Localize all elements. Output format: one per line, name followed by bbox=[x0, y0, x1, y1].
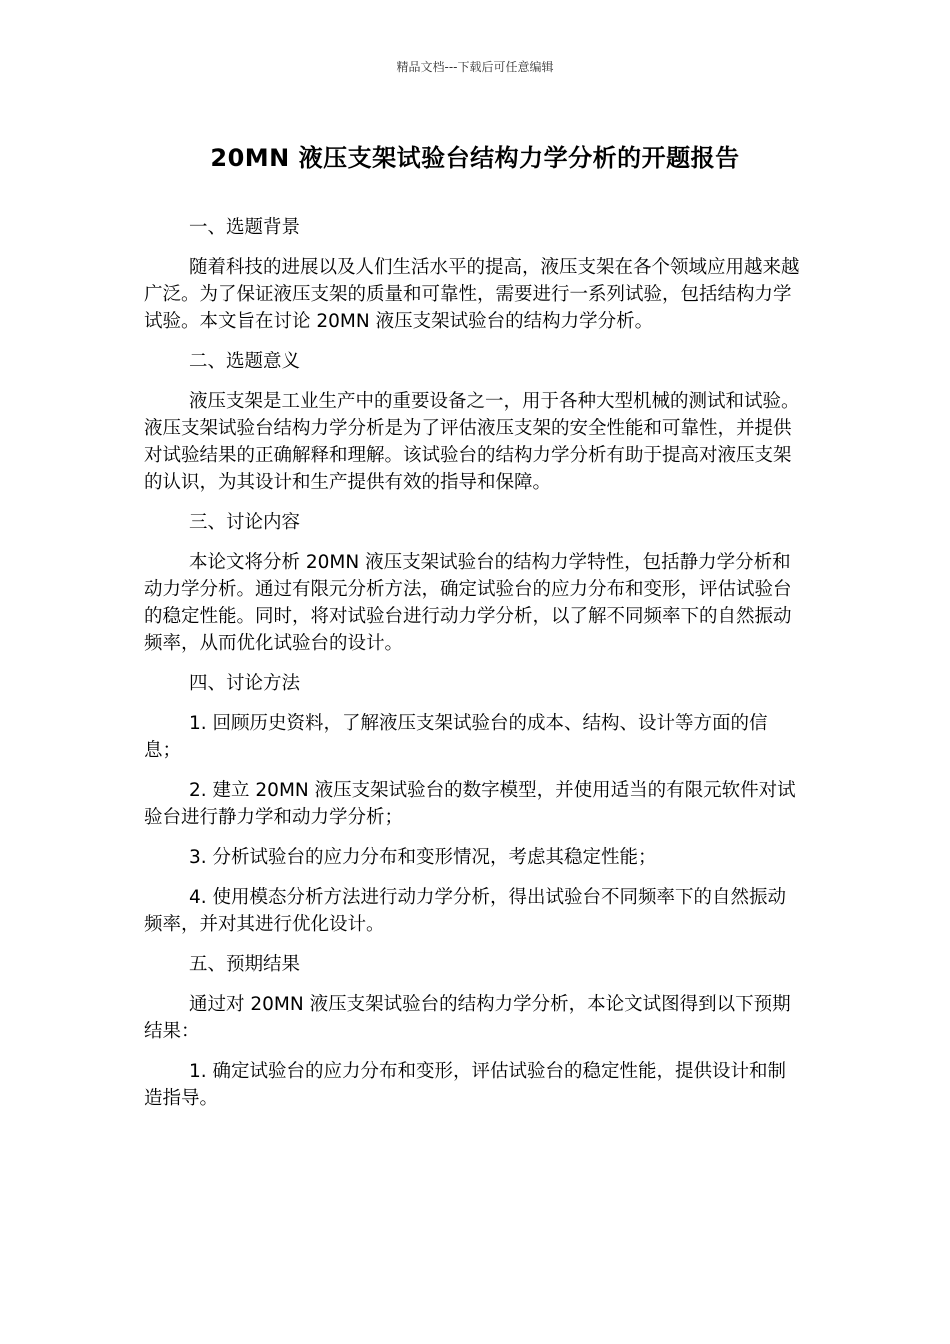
section-heading-background: 一、选题背景 bbox=[189, 217, 301, 238]
result-item-1: 1. 确定试验台的应力分布和变形，评估试验台的稳定性能，提供设计和制造指导。 bbox=[144, 1061, 787, 1109]
document-body bbox=[144, 214, 804, 1125]
paragraph-significance: 液压支架是工业生产中的重要设备之一，用于各种大型机械的测试和试验。液压支架试验台结构力学分析是为了评估液压支架的安全性能和可靠性，并提供对试验结果的正确解释和理解。该试验台的结构力学分析有助于提高对液压支架的认识，为其设计和生产提供有效的指导和保障。 bbox=[144, 391, 800, 493]
section-heading-methods: 四、讨论方法 bbox=[189, 673, 301, 694]
method-item-1: 1. 回顾历史资料，了解液压支架试验台的成本、结构、设计等方面的信息； bbox=[144, 713, 768, 761]
paragraph-content: 本论文将分析 20MN 液压支架试验台的结构力学特性，包括静力学分析和动力学分析。通过有限元分析方法，确定试验台的应力分布和变形，评估试验台的稳定性能。同时，将对试验台进行动力学分析，以了解不同频率下的自然振动频率，从而优化试验台的设计。 bbox=[144, 552, 792, 654]
section-heading-content: 三、讨论内容 bbox=[189, 512, 301, 533]
header-note: 精品文档---下载后可任意编辑 bbox=[396, 60, 554, 74]
paragraph-expected-results: 通过对 20MN 液压支架试验台的结构力学分析，本论文试图得到以下预期结果： bbox=[144, 994, 791, 1042]
method-item-3: 3. 分析试验台的应力分布和变形情况，考虑其稳定性能； bbox=[189, 847, 657, 868]
document-title: 20MN 液压支架试验台结构力学分析的开题报告 bbox=[210, 144, 740, 172]
method-item-2: 2. 建立 20MN 液压支架试验台的数字模型，并使用适当的有限元软件对试验台进行静力学和动力学分析； bbox=[144, 780, 796, 828]
paragraph-background: 随着科技的进展以及人们生活水平的提高，液压支架在各个领域应用越来越广泛。为了保证液压支架的质量和可靠性，需要进行一系列试验，包括结构力学试验。本文旨在讨论 20MN 液压支架试验台的结构力学分析。 bbox=[144, 257, 800, 332]
method-item-4: 4. 使用模态分析方法进行动力学分析，得出试验台不同频率下的自然振动频率，并对其进行优化设计。 bbox=[144, 887, 787, 935]
section-heading-expected-results: 五、预期结果 bbox=[189, 954, 301, 975]
section-heading-significance: 二、选题意义 bbox=[189, 351, 301, 372]
